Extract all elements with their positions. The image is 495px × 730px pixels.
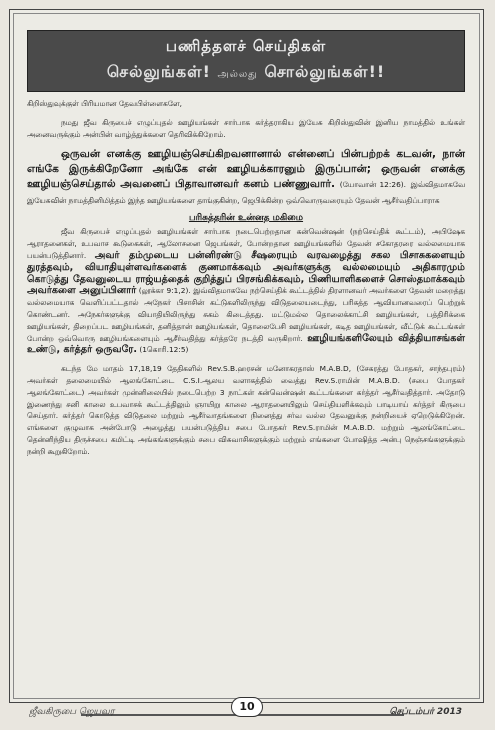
section-verse: ஊழியங்களிலேயும் வித்தியாசங்கள் உண்டு, கர்த்தர் ஒருவரே.	[27, 332, 465, 356]
banner-subtitle	[28, 62, 464, 83]
banner-title: பணித்தளச் செய்திகள்	[165, 37, 327, 55]
section-text-c: இவ்விதமாகவே நற்செய்திக் கூட்டத்தில் திரளானவர் அவர்களை தேவன் மறைத்து வல்லமையாக வெளிப்பட்டதால் அநேகர் பிசாசின் கட்டுகளிலிருந்து விடுதலையடைந்து, பரிசுத்த ஆவியானவரைப் பெற்றுக் கொண்டனர். அநேகர்களுக்கு வியாதியிலிருந்து சுகம் கிடைத்தது. மட்டுமல்ல தொலைக்காட்சி ஊழியங்கள், பத்திரிக்கை ஊழியங்கள், திறைப்பட ஊழியங்கள், தனித்தான் ஊழியங்கள், தொலைபேசி ஊழியங்கள், கடித ஊழியங்கள், வீட்டுக் கூட்டங்கள் போன்ற ஒவ்வொரு ஊழியங்களையும் ஆசீர்வதித்து கர்த்தரே நடத்தி வருகிறார்.	[27, 286, 466, 343]
scripture-quote	[27, 147, 465, 208]
quote-tail: இவ்விதமாகவே இயேசுவின் நாமத்தினிமித்தம் இந்த ஊழியங்களை தாங்குகின்ற, ஜெபிக்கின்ற ஒவ்வொருவரையும் தேவன் ஆசீர்வதிப்பாராக	[27, 179, 466, 205]
banner-go-text: செல்லுங்கள்!	[106, 62, 211, 81]
section-paragraph	[27, 226, 465, 356]
quote-bold-text: ஒருவன் எனக்கு ஊழியஞ்செய்கிறவனானால் என்னைப் பின்பற்றக் கடவன், நான் எங்கே இருக்கிறேனோ அங்கே என் ஊழியக்காரனும் இருப்பான்; ஒருவன் எனக்கு ஊழியஞ்செய்தால் அவனைப் பிதாவானவர் கனம் பண்ணுவார்.	[27, 148, 465, 190]
greeting: கிறிஸ்துவுக்குள் பிரியமான தேவபிள்ளைகளே,	[27, 99, 183, 108]
section-scripture: அவர் தம்முடைய பன்னிரண்டு சீஷரையும் வரவழைத்து சகல பிசாசுகளையும் துரத்தவும், வியாதியுள்ளவர்களைக் குணமாக்கவும் அவர்களுக்கு வல்லமையும் அதிகாரமும் கொடுத்து தேவனுடைய ராஜ்யத்தைக் குறித்துப் பிரசங்கிக்கவும், பிணியாளிகளைச் சொஸ்தமாக்கவும் அவர்களை அனுப்பினார்	[27, 249, 465, 297]
page-footer	[9, 700, 484, 725]
banner-or-text: அல்லது	[217, 69, 258, 80]
quote-reference: (யோவான் 12:26).	[339, 179, 407, 189]
section-title: பரிசுத்தரின் உன்னத மகிமை	[188, 212, 304, 223]
closing-paragraph: கடந்த மே மாதம் 17,18,19 தேதிகளில் Rev.S.B.ஹரசன் மனோகரதாஸ் M.A.B.D, (சேகரத்து போதகர், சாந்தபுரம்) அவர்கள் தலைமையில் ஆலங்கோட்டை C.S.I.ஆலய வளாகத்தில் வைத்து Rev.S.ராமின் M.A.B.D. (சபை போதகர் ஆலங்கோட்டை) அவர்கள் முன்னிலையில் நடைபெற்ற 3 நாட்கள் கன்வென்ஷன் கூட்டங்களை கர்த்தர் ஆசீர்வதித்தார். அதோடு இணைந்து சனி காலை உபவாசக் கூட்டத்திலும் ஞாயிறு காலை ஆராதனையிலும் செய்தியளிக்கவும் பாடியாய் கர்த்தர் கிருபை செய்தார். கர்த்தர் கொடுத்த விடுதலை மற்றும் ஆசீர்வாதங்களை நினைத்து சர்வ வல்ல தேவனுக்கு நன்றியைச் ஏறெடுக்கிறேன். எங்களை குழுவாக அன்போடு அழைத்து பயன்படுத்திய சபை போதகர் Rev.S.ராமின் M.A.B.D. மற்றும் ஆலங்கோட்டை தென்னிந்திய திருச்சபை கமிட்டி அங்கங்களுக்கும் சபை விசுவாசிகளுக்கும் மற்றும் எங்களை போஷித்த அன்பு நெஞ்சங்களுக்கும் நன்றி கூறுகிறோம்.	[27, 364, 465, 456]
footer-magazine-name: ஜீவகிருபை ஜெயவர	[29, 707, 115, 717]
intro-paragraph: நமது ஜீவ கிருபைச் எழுப்புதல் ஊழியங்கள் சார்பாக கர்த்தராகிய இயேசு கிறிஸ்துவின் இனிய நாமத்தில் உங்கள் அனைவருக்கும் அன்பின் வாழ்த்துக்களை தெரிவிக்கிறோம்.	[27, 117, 465, 139]
page-number: 10	[231, 697, 263, 717]
footer-issue-date: செப்டம்பர் 2013	[389, 707, 462, 717]
section-reference: (லூக்கா 9:1,2).	[138, 286, 191, 296]
header-banner	[27, 30, 465, 92]
article-body	[27, 98, 465, 458]
banner-tell-text: சொல்லுங்கள்!!	[264, 62, 386, 81]
section-reference-2: (1கொரி.12:5)	[139, 345, 189, 355]
section-text-a: ஜீவ கிருபைச் எழுப்புதல் ஊழியங்கள் சார்பாக நடைபெற்றதான கன்வென்ஷன் (நற்செய்திக் கூட்டம்), அபிஷேக ஆராதனைகள், உபவாச கூடுகைகள், ஆலோசனை ஜெபங்கள், போன்றதான ஊழியங்களில் தேவன் சகோதரரை வல்லமையாக பயன்படுத்தினார்.	[27, 227, 465, 260]
section-heading	[27, 212, 465, 225]
